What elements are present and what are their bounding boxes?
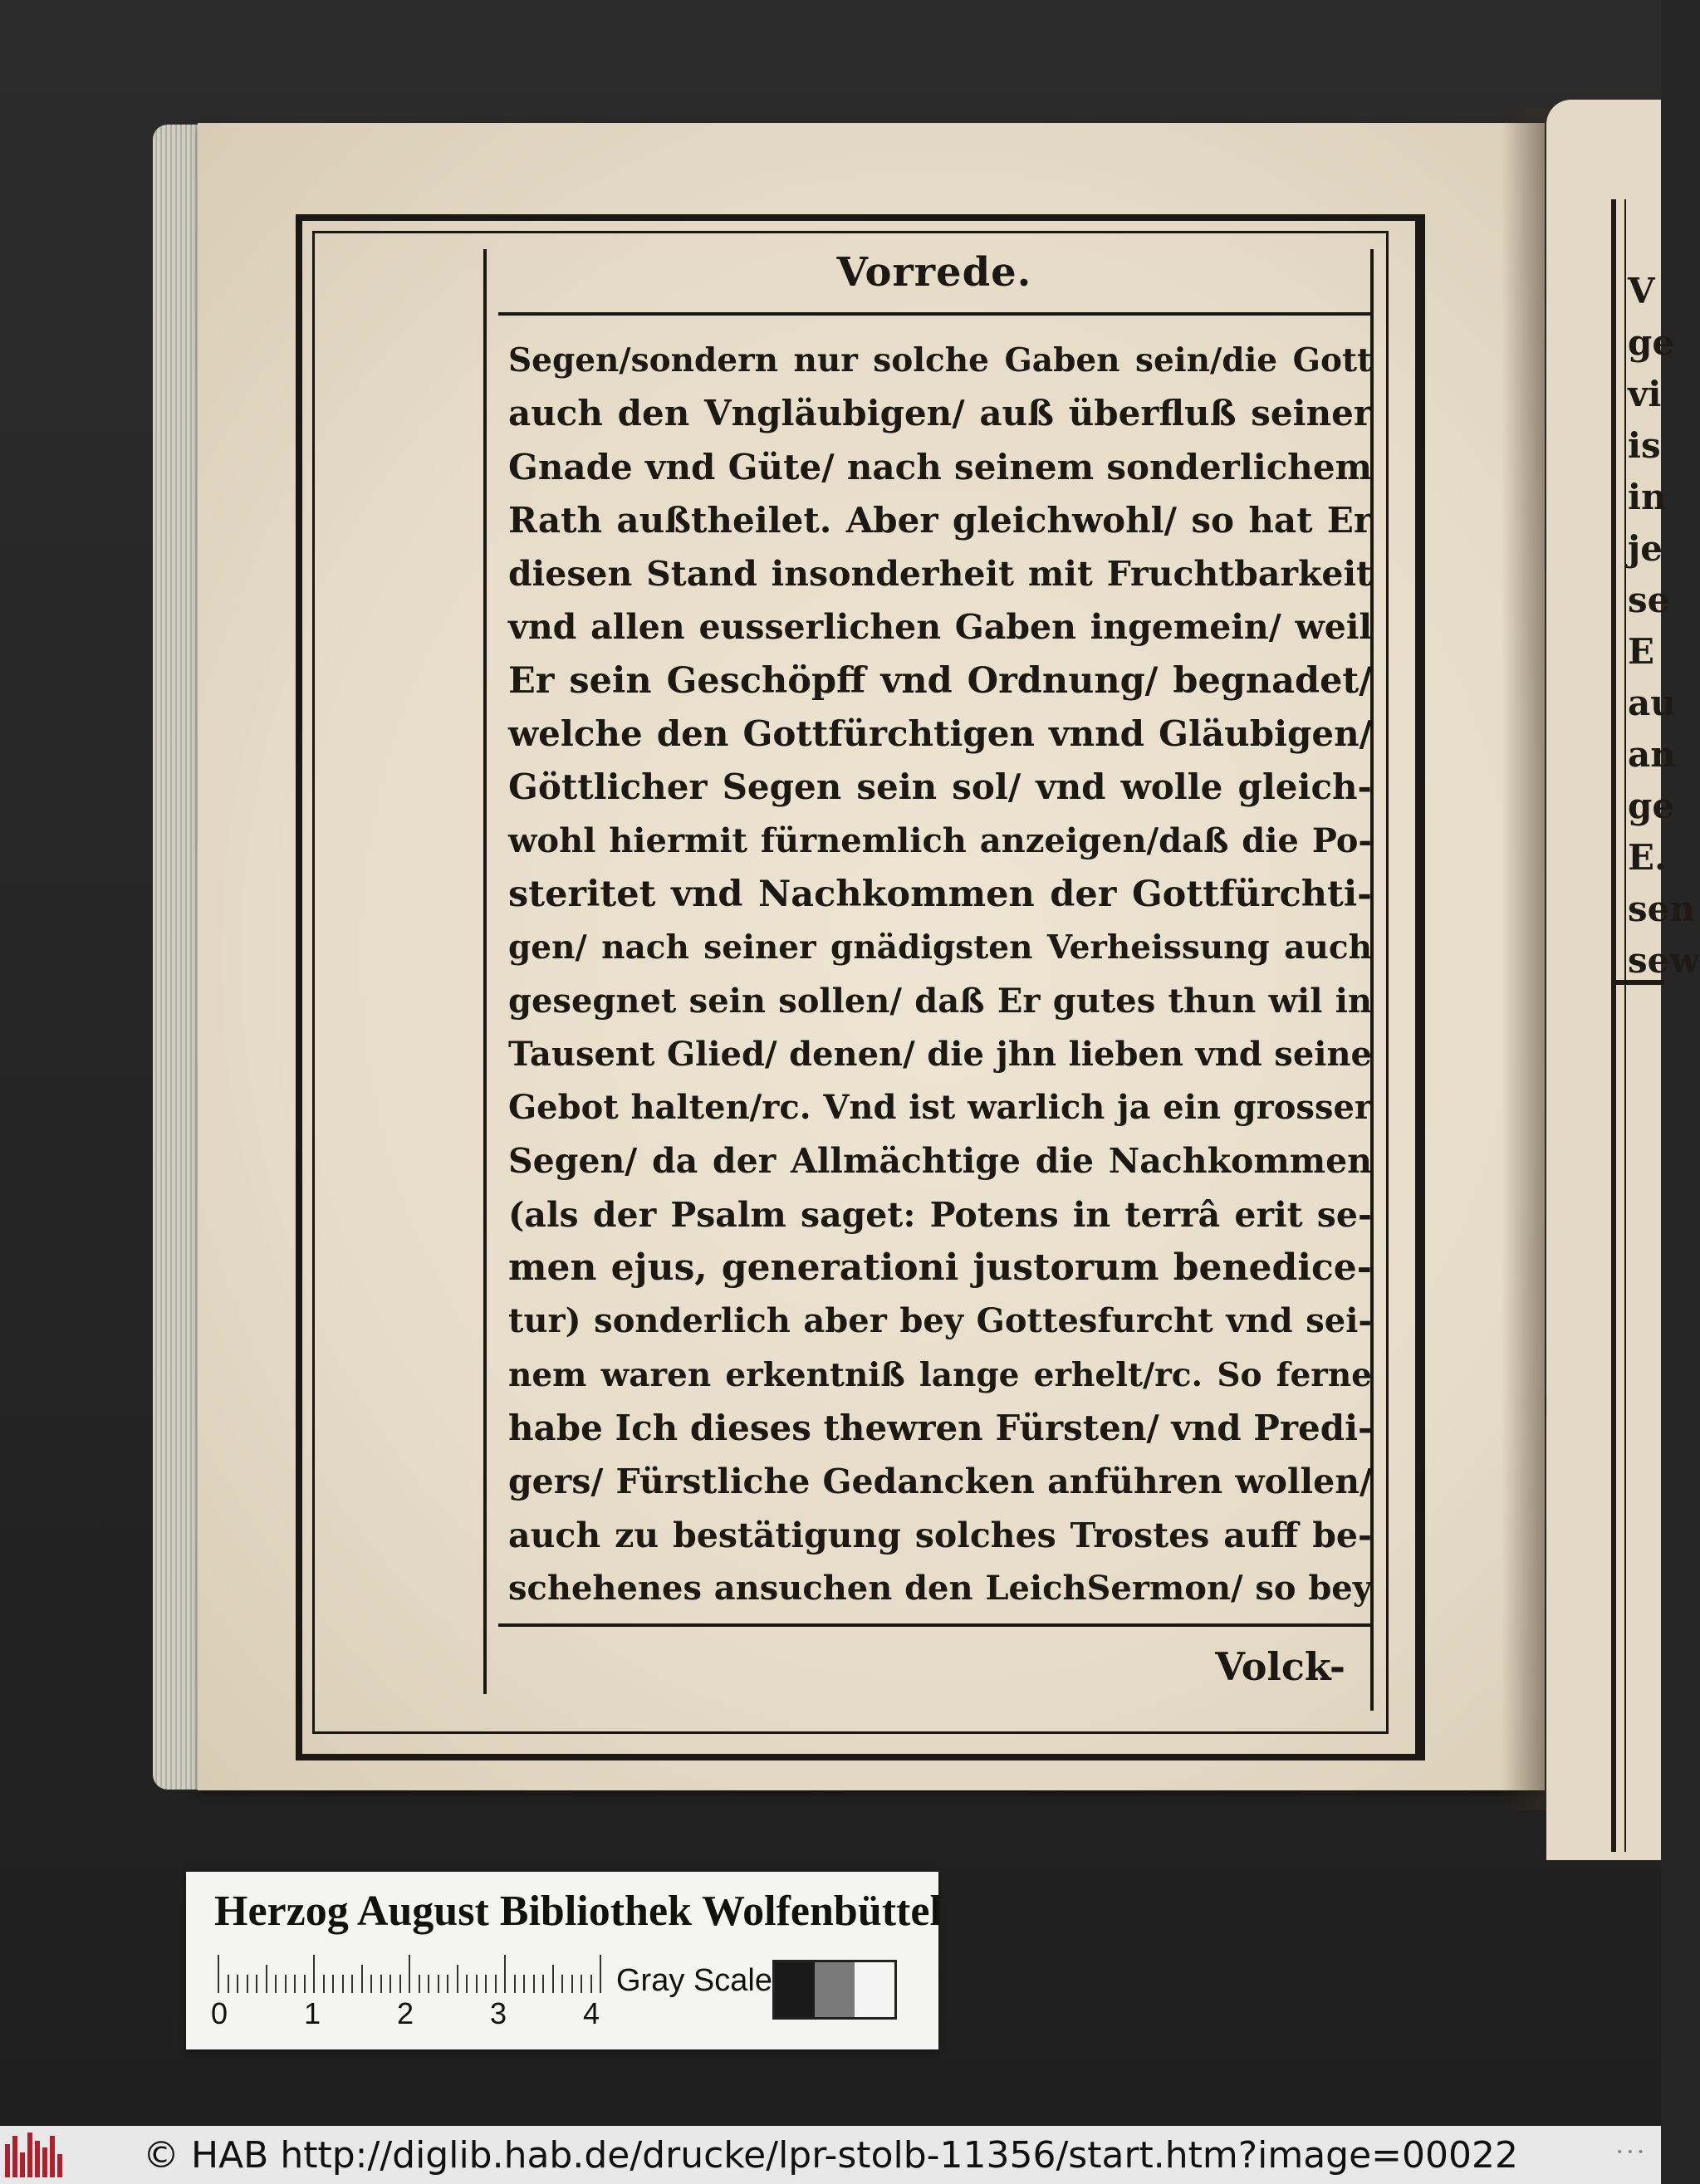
color-scale-card: [186, 1872, 942, 2049]
next-page-line: vi: [1628, 374, 1662, 414]
logo-bar: [27, 2133, 32, 2177]
text-line: steritet vnd Nachkommen der Gottfürchti-: [508, 873, 1372, 915]
next-page-line: is: [1628, 425, 1661, 466]
next-page-line: in: [1628, 477, 1667, 517]
ruler-tick: [409, 1955, 410, 1993]
footer-bar: [0, 2126, 1661, 2184]
ruler-tick: [419, 1975, 420, 1993]
text-line: men ejus, generationi justorum benedice-: [508, 1246, 1372, 1290]
ruler-tick: [332, 1975, 334, 1993]
text-line: nem waren erkentniß lange erhelt/rc. So ferne: [508, 1355, 1372, 1394]
text-line: welche den Gottfürchtigen vnnd Gläubigen/: [508, 713, 1372, 755]
text-line: schehenes ansuchen den LeichSermon/ so bey: [508, 1568, 1372, 1608]
gray-swatch: [775, 1962, 815, 2017]
text-line: Göttlicher Segen sein sol/ vnd wolle gleich-: [508, 766, 1372, 808]
ruler-tick: [514, 1975, 516, 1993]
next-page-line: E: [1628, 631, 1655, 672]
logo-bar: [57, 2154, 62, 2177]
ruler-tick: [218, 1955, 219, 1993]
logo-bar: [20, 2152, 25, 2177]
gray-scale-label: Gray Scale: [616, 1963, 772, 1998]
ruler-tick: [389, 1975, 391, 1993]
text-line: Gnade vnd Güte/ nach seinem sonderlichem: [508, 446, 1372, 487]
ruler-tick: [275, 1975, 277, 1993]
ruler-tick: [523, 1975, 525, 1993]
text-line: diesen Stand insonderheit mit Fruchtbarkeit: [508, 554, 1372, 595]
logo-bar: [5, 2144, 10, 2177]
text-line: wohl hiermit fürnemlich anzeigen/daß die Po-: [508, 820, 1372, 860]
ruler-tick: [581, 1975, 582, 1993]
text-line: gers/ Fürstliche Gedancken anführen wollen/: [508, 1462, 1372, 1502]
ruler-number: 0: [211, 1996, 228, 2030]
ruler-tick: [351, 1975, 353, 1993]
next-page-line: ge: [1628, 322, 1675, 363]
footer-copyright-link[interactable]: © HAB http://diglib.hab.de/drucke/lpr-stolb-11356/start.htm?image=00022: [143, 2134, 1519, 2177]
book-gutter: [1502, 108, 1551, 1810]
text-line: habe Ich dieses thewren Fürsten/ vnd Predi-: [508, 1407, 1373, 1448]
next-page-line: se: [1628, 580, 1670, 620]
next-page-line: an: [1628, 734, 1676, 775]
foot-rule: [498, 1623, 1370, 1627]
ruler-tick: [285, 1975, 287, 1993]
ruler-tick: [447, 1975, 448, 1993]
text-line: Segen/ da der Allmächtige die Nachkommen: [508, 1141, 1372, 1182]
next-page-line: ge: [1628, 786, 1675, 826]
text-line: gesegnet sein sollen/ daß Er gutes thun wil in: [508, 981, 1372, 1021]
ruler-tick: [485, 1975, 487, 1993]
text-line: tur) sonderlich aber bey Gottesfurcht vnd sei-: [508, 1301, 1372, 1341]
next-page-line: au: [1628, 683, 1676, 723]
ruler-tick: [542, 1975, 544, 1993]
ruler-tick: [323, 1975, 325, 1993]
ruler-tick: [457, 1965, 458, 1993]
gray-swatch: [855, 1962, 894, 2017]
ruler-tick: [294, 1975, 296, 1993]
ruler-tick: [361, 1965, 363, 1993]
next-page-line: V: [1628, 271, 1655, 311]
text-line: auch den Vngläubigen/ auß überfluß seiner: [508, 393, 1372, 434]
text-line: Rath außtheilet. Aber gleichwohl/ so hat Er: [508, 499, 1372, 541]
gray-scale-swatches: [772, 1960, 897, 2020]
ruler-tick: [438, 1975, 439, 1993]
text-line: vnd allen eusserlichen Gaben ingemein/ weil: [508, 607, 1372, 648]
ruler-tick: [313, 1955, 315, 1993]
measurement-ruler: [218, 1951, 625, 1993]
next-page-line: je: [1628, 528, 1663, 569]
ruler-tick: [571, 1975, 573, 1993]
frame-left-rule: [483, 249, 487, 1694]
next-page-line: E.: [1628, 837, 1667, 878]
head-rule: [498, 312, 1370, 316]
ruler-number: 1: [304, 1996, 321, 2030]
text-line: (als der Psalm saget: Potens in terrâ erit se-: [508, 1194, 1372, 1235]
ruler-number: 2: [397, 1996, 414, 2030]
ruler-tick: [247, 1975, 248, 1993]
library-title: Herzog August Bibliothek Wolfenbüttel: [214, 1888, 942, 1935]
next-page-fragment: [1546, 100, 1700, 1860]
next-page-text: [1628, 266, 1700, 987]
ruler-tick: [256, 1975, 257, 1993]
ruler-tick: [266, 1965, 267, 1993]
text-line: gen/ nach seiner gnädigsten Verheissung auch: [508, 928, 1372, 967]
hab-logo-icon: [5, 2133, 71, 2177]
next-page-line: sew: [1628, 940, 1700, 981]
next-page-border: [1611, 199, 1626, 1852]
text-line: auch zu bestätigung solches Trostes auff be-: [508, 1515, 1372, 1555]
gray-swatch: [815, 1962, 855, 2017]
text-line: Er sein Geschöpff vnd Ordnung/ begnadet/: [508, 659, 1372, 702]
ruler-numbers: [211, 1996, 643, 2030]
text-line: Tausent Glied/ denen/ die jhn lieben vnd seine: [508, 1034, 1372, 1074]
ruler-tick: [552, 1965, 554, 1993]
ruler-tick: [428, 1975, 429, 1993]
logo-bar: [12, 2136, 17, 2177]
ruler-number: 3: [490, 1996, 507, 2030]
ruler-tick: [466, 1975, 468, 1993]
text-line: Segen/sondern nur solche Gaben sein/die Gott: [508, 341, 1372, 380]
ruler-tick: [495, 1975, 497, 1993]
ruler-tick: [342, 1975, 344, 1993]
ruler-tick: [370, 1975, 372, 1993]
logo-bar: [42, 2147, 47, 2177]
ruler-tick: [504, 1955, 506, 1993]
ruler-tick: [476, 1975, 478, 1993]
ruler-number: 4: [583, 1996, 600, 2030]
ruler-tick: [228, 1975, 229, 1993]
ruler-tick: [304, 1975, 306, 1993]
logo-bar: [50, 2136, 55, 2177]
ruler-tick: [399, 1975, 401, 1993]
body-text: [508, 334, 1372, 1615]
ruler-tick: [600, 1955, 601, 1993]
ruler-tick: [533, 1975, 535, 1993]
ruler-tick: [237, 1975, 238, 1993]
ruler-tick: [380, 1975, 382, 1993]
ruler-tick: [561, 1975, 563, 1993]
next-page-line: sen: [1628, 889, 1695, 929]
text-line: Gebot halten/rc. Vnd ist warlich ja ein grosser: [508, 1088, 1372, 1128]
ruler-tick: [590, 1975, 592, 1993]
footer-dots: • • •: [1616, 2146, 1644, 2159]
running-head: Vorrede.: [836, 249, 1032, 296]
logo-bar: [35, 2141, 40, 2177]
catchword: Volck-: [1215, 1644, 1345, 1689]
